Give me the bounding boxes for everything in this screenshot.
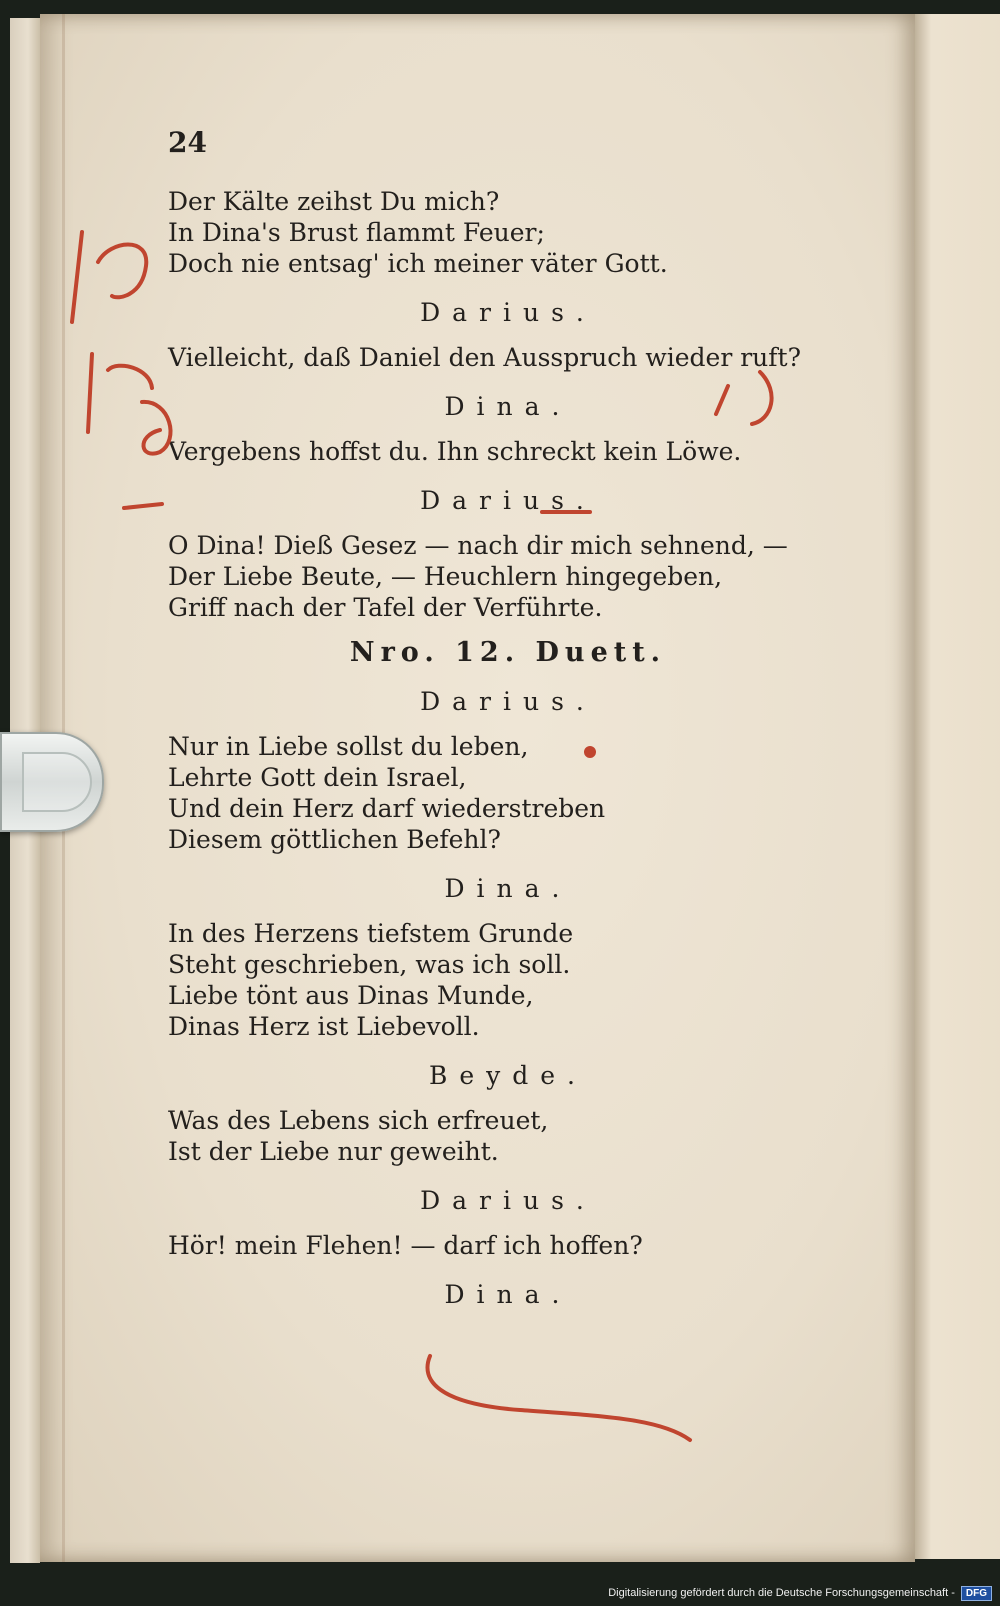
footer-credit: Digitalisierung gefördert durch die Deutsche Forschungsgemeinschaft - — [608, 1587, 955, 1599]
speaker-name: Dina. — [444, 874, 572, 903]
stanza — [168, 530, 848, 623]
speaker-name: Dina. — [444, 392, 572, 421]
verse-line: Diesem göttlichen Befehl? — [168, 825, 501, 854]
stanza — [168, 436, 848, 467]
verse-line: Der Liebe Beute, — Heuchlern hingegeben, — [168, 562, 723, 591]
verse-line: Doch nie entsag' ich meiner väter Gott. — [168, 249, 668, 278]
speaker-name: Beyde. — [428, 1061, 588, 1090]
stanza — [168, 342, 848, 373]
speaker-name: Darius. — [420, 687, 596, 716]
text-blocks — [168, 186, 848, 1310]
section-heading: Nro. 12. Duett. — [349, 637, 667, 668]
facing-page-edge — [915, 14, 1000, 1559]
speaker-name: Darius. — [420, 1186, 596, 1215]
speaker-name: Darius. — [420, 486, 596, 515]
top-spacer — [168, 120, 848, 186]
stanza — [168, 918, 848, 1042]
verse-line: O Dina! Dieß Gesez — nach dir mich sehnend, — — [168, 531, 788, 560]
verse-line: Lehrte Gott dein Israel, — [168, 763, 467, 792]
page-number: 24 — [168, 126, 207, 159]
verse-line: Hör! mein Flehen! — darf ich hoffen? — [168, 1231, 643, 1260]
verse-line: Was des Lebens sich erfreuet, — [168, 1106, 549, 1135]
speaker-name: Dina. — [444, 1280, 572, 1309]
verse-line: Dinas Herz ist Liebevoll. — [168, 1012, 480, 1041]
verse-line: Und dein Herz darf wiederstreben — [168, 794, 606, 823]
page-clip-holder — [0, 732, 104, 832]
verse-line: In Dina's Brust flammt Feuer; — [168, 218, 545, 247]
verse-line: Der Kälte zeihst Du mich? — [168, 187, 500, 216]
verse-line: Steht geschrieben, was ich soll. — [168, 950, 571, 979]
stanza — [168, 731, 848, 855]
verse-line: Liebe tönt aus Dinas Munde, — [168, 981, 534, 1010]
verse-line: Griff nach der Tafel der Verführte. — [168, 593, 603, 622]
clip-inner-ring — [22, 752, 92, 812]
verse-line: Vielleicht, daß Daniel den Ausspruch wieder ruft? — [168, 343, 801, 372]
verse-line: In des Herzens tiefstem Grunde — [168, 919, 574, 948]
stanza — [168, 1105, 848, 1167]
digitization-footer — [608, 1580, 992, 1606]
verse-line: Nur in Liebe sollst du leben, — [168, 732, 529, 761]
speaker-name: Darius. — [420, 298, 596, 327]
dfg-logo: DFG — [961, 1586, 992, 1601]
page-text — [168, 120, 848, 1324]
verse-line: Vergebens hoffst du. Ihn schreckt kein Löwe. — [168, 437, 742, 466]
stanza — [168, 186, 848, 279]
verse-line: Ist der Liebe nur geweiht. — [168, 1137, 499, 1166]
stanza — [168, 1230, 848, 1261]
